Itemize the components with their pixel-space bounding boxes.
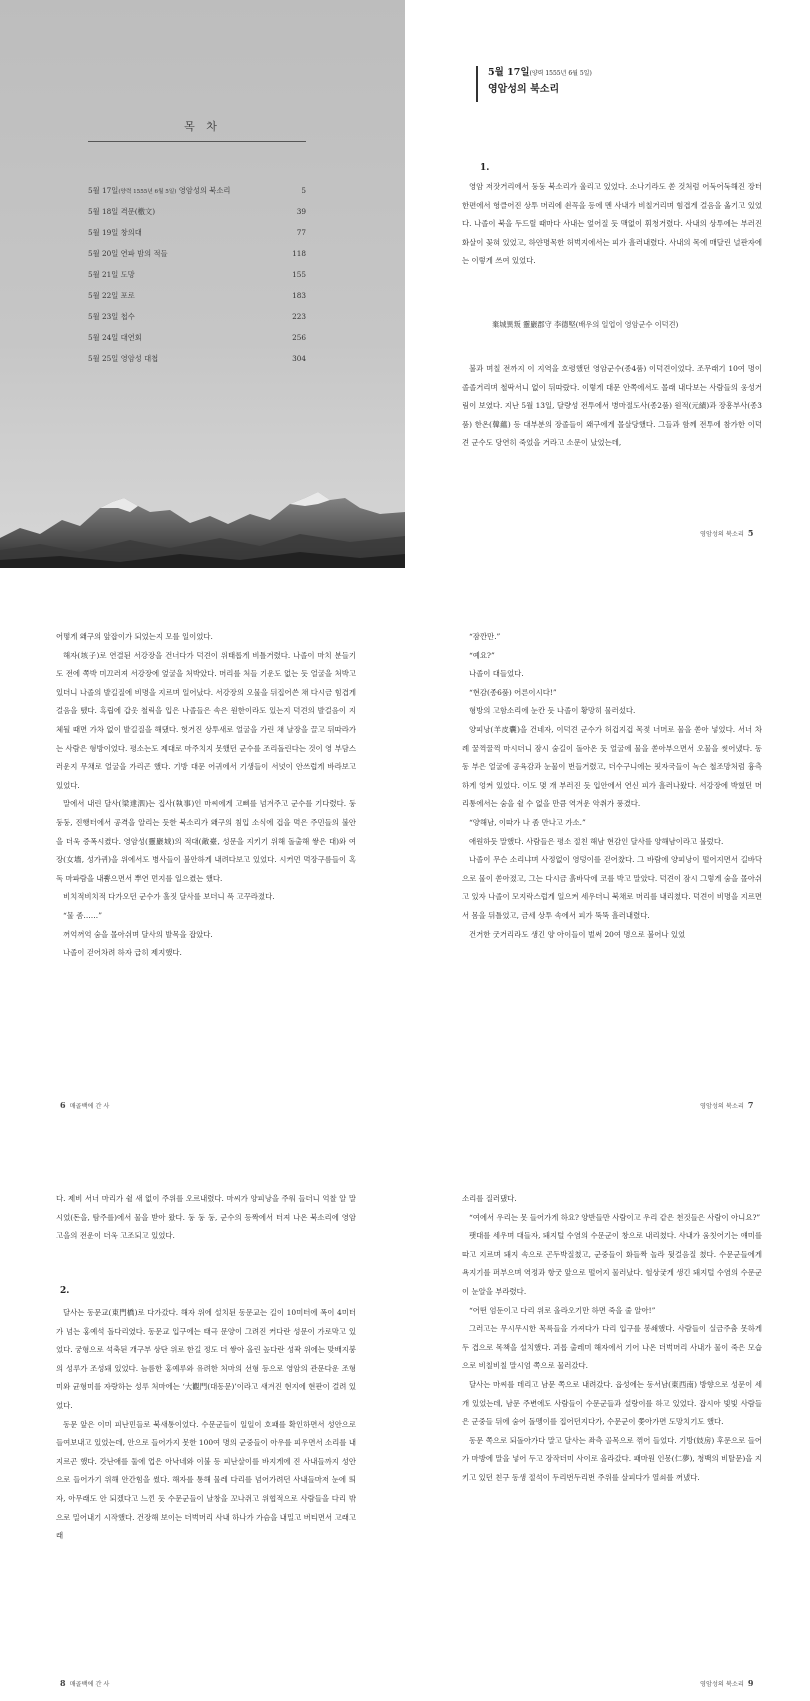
running-title: 매골백에 간 사 xyxy=(69,1103,110,1110)
page-number: 7 xyxy=(747,1100,754,1110)
paragraph: 달사는 동문교(東門橋)로 다가갔다. 해자 위에 설치된 동문교는 길이 10미터에 폭이 4미터가 넘는 홍예석 돌다리였다. 동문교 입구에는 태극 문양이 그려진 커다란 성문이 가로막고 있었다. 궁형으로 석축된 개구부 상단 위로 한길 정도 더 쌓아 올린 높다란 성곽 위에는 맞배지붕의 성루가 조성돼 있었다. 늠름한 홍예루와 유려한 처마의 선형 등으로 영암의 관문다운 조형미와 균형미를 자랑하는 성루 처마에는 ‘大觀門(대동문)’이라고 새겨진 현지에 현판이 걸려 있었다. xyxy=(56,1308,356,1410)
paragraph: 동문 앞은 이미 피난민들로 북새통이었다. 수문군들이 일일이 호패를 확인하면서 성안으로 들여보내고 있었는데, 안으로 들어가지 못한 100여 명의 군중들이 아우를 피우면서 소리를 내지르곤 했다. 갓난애를 둘에 업은 아낙네와 이불 등 피난살이를 바지게에 진 사내들까지 성안으로 들어가기 위해 안간힘을 썼다. 해자를 통해 물레 다리를 넘어가려던 사내들마저 눈에 띄자, 아무래도 안 되겠다고 느낀 듯 수문군들이 날창을 꼬나쥐고 위협적으로 사람들을 다리 밖으로 밀어내기 시작했다. 건장해 보이는 더벅머리 사내 하나가 가슴을 내밀고 버티면서 고래고래 xyxy=(56,1419,356,1541)
page9-footer xyxy=(700,1678,757,1688)
chapter-heading xyxy=(476,66,592,102)
spread-pages-4-5 xyxy=(0,0,810,568)
toc-item-note: (양력 1555년 6월 5일) xyxy=(118,189,177,195)
toc-item-page: 5 xyxy=(301,186,306,195)
spread-pages-8-9 xyxy=(0,1154,810,1701)
paragraph: 소리를 질러댔다. xyxy=(462,1194,517,1203)
paragraph: 영암 저잣거리에서 둥둥 북소리가 울리고 있었다. 소나기라도 쏟 것처럼 어둑어둑해진 장터 한편에서 헝클어진 상투 머리에 쇤꼭을 등에 멘 사내가 비칠거리며 힘겹게 걸음을 옮기고 있었다. 나졸이 북을 두드릴 때마다 사내는 엎어질 듯 맥없이 휘청거렸다. 사내의 상투에는 부러진 화살이 꽂혀 있었고, 하얀명목한 허벅지에서는 피가 흘러내렸다. 사내의 목에 매달린 널판자에는 이렇게 쓰여 있었다. xyxy=(462,182,762,266)
toc-item-page: 304 xyxy=(292,354,306,363)
running-title: 영암성의 북소리 xyxy=(700,1103,744,1110)
running-title: 영암성의 북소리 xyxy=(700,531,744,538)
paragraph: 동문 쪽으로 되돌아가다 말고 달사는 좌측 골목으로 꺾어 들었다. 기방(妓房) 후문으로 들어가 마방에 말을 넣어 두고 장작더미 사이로 올라갔다. 패마원 인몽(仁夢), 청백의 비탈문)을 지키고 있던 친구 동생 절석이 두리번두리번 주위를 살피다가 열쇠를 꺼냈다. xyxy=(462,1435,762,1482)
toc-title: 목 차 xyxy=(184,120,221,133)
page-5 xyxy=(405,0,810,568)
section-number-1: 1. xyxy=(480,163,490,173)
paragraph: 나졸이 무슨 소리냐며 사정없이 영덩이를 걷어찼다. 그 바람에 양피낭이 떨어지면서 길바닥으로 물이 쏟아졌고, 그는 다시금 흙바닥에 코를 박고 말았다. 덕견이 잠시 그렇게 숨을 몰아쉬고 있자 나졸이 모지락스럽게 일으켜 세우더니 북채로 머리를 내리쳤다. 덕견이 비명을 지르면서 몸을 뒤틀었고, 금세 상투 속에서 피가 뚝뚝 흘러내렸다. xyxy=(462,855,762,920)
chapter-date-main: 5월 17일 xyxy=(488,67,530,78)
paragraph: “물 좀……” xyxy=(63,910,102,920)
page5-quote: 棄城異叛 靈巖郡守 李德堅(배우의 일업이 영암군수 이덕견) xyxy=(492,320,679,329)
page-number: 6 xyxy=(60,1100,66,1110)
toc-item-title: 5월 19일 창의대 xyxy=(88,228,142,237)
paragraph: 그러고는 무시무시한 목륵들을 가져다가 다리 입구를 봉쇄했다. 사람들이 실금주춤 못하게 두 겹으로 목책을 설치했다. 괴롭 출레미 해자에서 기어 나온 더벅머리 사내가 물이 죽은 모습으로 비칠비칠 말시엄 쪽으로 물러갔다. xyxy=(462,1324,762,1371)
paragraph: 형방의 고함소리에 눈칸 듯 나졸이 황망히 물러섰다. xyxy=(469,706,636,716)
chapter-title: 영암성의 북소리 xyxy=(488,84,560,95)
toc-item[interactable] xyxy=(88,243,306,264)
page7-body xyxy=(462,628,762,944)
toc-item[interactable] xyxy=(88,306,306,327)
paragraph: 달사는 마씨를 데리고 남문 쪽으로 내려갔다. 읍성에는 동서남(東西南) 방향으로 성문이 세 개 있었는데, 남문 주변에도 사람들이 수문군들과 설랑이를 하고 있었다. 잡시아 빛빛 사람들은 군중들 뒤에 숨어 돌멩이를 집어던지다가, 수문군이 쫓아가면 도망치기도 했다. xyxy=(462,1379,762,1427)
paragraph: 애원하듯 말했다. 사람들은 평소 절친 해남 현감인 달사를 양해남이라고 불렀다. xyxy=(469,836,724,846)
page9-body xyxy=(462,1190,762,1488)
toc-item-title: 5월 22일 포로 xyxy=(88,291,135,300)
toc-item[interactable] xyxy=(88,180,306,201)
toc-item[interactable] xyxy=(88,327,306,348)
toc-item-subtitle: 영암성의 북소리 xyxy=(176,186,231,195)
paragraph: “어떤 엄둔이고 다리 위로 올라오기만 하면 죽을 줄 알아!” xyxy=(469,1305,656,1315)
toc-item-title: 5월 23일 첩수 xyxy=(88,312,135,321)
page5-footer xyxy=(700,528,757,538)
toc-divider xyxy=(88,141,306,142)
paragraph: “현감(종6품) 어른이시다!” xyxy=(469,687,557,697)
running-title: 매골백에 간 사 xyxy=(69,1681,110,1688)
toc-item-title: 5월 25일 영암성 대첩 xyxy=(88,354,159,363)
section-number-2: 2. xyxy=(60,1286,70,1296)
page-number: 9 xyxy=(747,1678,754,1688)
paragraph: “여에서 우리는 못 들어가게 하요? 양반들만 사람이고 우리 같은 천것들은 사람이 아니요?” xyxy=(469,1212,761,1222)
toc-item-page: 155 xyxy=(292,270,306,279)
paragraph: “양해남, 이따가 나 좀 만나고 가소.” xyxy=(469,817,586,827)
toc-item-page: 118 xyxy=(292,249,306,258)
paragraph: 불과 며칠 전까지 이 지역을 호령했던 영암군수(종4품) 이덕견이었다. 조무래기 10여 명이 졸졸거리며 철딱서니 없이 뒤따랐다. 이렇게 대문 안쪽에서도 몰래 내다보는 사람들의 웅성거림이 보였다. 지난 5월 13일, 달량성 전투에서 병마절도사(종2품) 원적(元績)과 장흥부사(종3품) 한온(韓蘊) 등 대부분의 장졸들이 왜구에게 몰살당했다. 그들과 함께 전투에 참가한 이덕견 군수도 당연히 죽었을 거라고 소문이 났었는데, xyxy=(462,364,762,448)
paragraph: 말에서 내린 달사(梁達泗)는 집사(執事)인 마씨에게 고삐를 넘겨주고 군수를 기다렸다. 둥둥둥, 진행터에서 공격을 알리는 듯한 북소리가 왜구의 침입 소식에 겁을 먹은 주민들의 불안을 더욱 증폭시켰다. 영암성(靈巖城)의 적대(敵臺, 성문을 지키기 위해 돌출해 쌓은 대)와 여장(女墻, 성가퀴)을 위에서도 병사들이 불안하게 내려다보고 있었다. 시커먼 먹장구름들이 혹독 마파람을 내뿜으면서 뿌연 먼지를 일으켰는 했다. xyxy=(56,799,356,883)
toc-item[interactable] xyxy=(88,222,306,243)
toc-list xyxy=(88,180,306,369)
page6-footer xyxy=(56,1100,109,1110)
paragraph: 나졸이 걷어차려 하자 급히 제지했다. xyxy=(63,948,182,958)
page8-body xyxy=(56,1304,356,1546)
page8-footer xyxy=(56,1678,109,1688)
paragraph: 다. 제비 서너 마리가 쉴 새 없이 주위를 오르내렸다. 마씨가 양피낭을 주워 들더니 억찰 알 말시었(돈을, 탐주를)에서 물을 받아 왔다. 둥 둥 둥, 군수의 등짝에서 터져 나온 북소리에 영암 고을의 전운이 더욱 고조되고 있었다. xyxy=(56,1194,356,1241)
toc-item-title: 5월 18일 격문(檄文) xyxy=(88,207,156,216)
page6-body xyxy=(56,628,356,963)
page-number: 8 xyxy=(60,1678,66,1688)
page5-paragraph-2 xyxy=(462,360,762,453)
page8-body-top xyxy=(56,1190,356,1246)
toc-item[interactable] xyxy=(88,285,306,306)
paragraph: “예요?” xyxy=(469,650,495,660)
paragraph: 어떻게 왜구의 앞잡이가 되었는지 모를 일이었다. xyxy=(56,632,213,641)
toc-item[interactable] xyxy=(88,264,306,285)
toc-item-page: 223 xyxy=(292,312,306,321)
spread-pages-6-7 xyxy=(0,588,810,1128)
toc-item[interactable] xyxy=(88,201,306,222)
chapter-date xyxy=(488,66,592,81)
mountain-landscape-image xyxy=(0,468,405,568)
page-number: 5 xyxy=(747,528,754,538)
paragraph: 양피낭(羊皮囊)을 건네자, 이덕견 군수가 허겁지겁 목젖 너머로 물을 쏟아 넣었다. 서너 차례 꿀꺽꿀꺽 마시더니 잠시 숨길이 돌아온 듯 얼굴에 물을 쏟아부으면서 오물을 씻어냈다. 동동 부은 얼굴에 공육감과 눈물이 번들거렸고, 더수구니에는 핏자국들이 녹슨 철조망처럼 흉측하게 엉켜 있었다. 이도 몇 개 부러진 듯 입안에서 연신 피가 흘러나왔다. 서강장에 박혔던 머리통에서는 숨을 쉴 수 없을 만큼 역겨운 악취가 풍겼다. xyxy=(462,724,762,809)
toc-item-page: 256 xyxy=(292,333,306,342)
toc-item-title: 5월 24일 대연회 xyxy=(88,333,142,342)
toc-item-title: 5월 21일 도망 xyxy=(88,270,135,279)
page7-footer xyxy=(700,1100,757,1110)
chapter-date-note: (양력 1555년 6월 5일) xyxy=(529,70,592,77)
toc-item-title: 5월 20일 연파 밤의 적들 xyxy=(88,249,168,258)
paragraph: 비치적비치적 다가오던 군수가 홀짓 달사를 보더니 푹 고꾸라졌다. xyxy=(63,892,275,902)
toc-item-page: 77 xyxy=(296,228,306,237)
paragraph: 해자(垓子)로 연결된 서강장을 건너다가 덕견이 위태롭게 비틀거렸다. 나졸이 마치 분들기도 전에 쪽박 미끄러져 서강장에 엎굴을 처박았다. 머리를 처들 기운도 없는 듯 얼굴을 처박고 있더니 나졸의 발길질에 비명을 지르며 일어났다. 서강장의 오물을 뒤집어쓴 채 다시금 힘겹게 걸음을 뗐다. 흑립에 갑옷 철릭을 입은 나졸들은 속은 원한이라도 있는지 덕견의 발걸음이 지체될 때면 가차 없이 발길질을 해댔다. 헛거진 상투새로 얼굴을 가린 채 날장을 끌고 뒤따라가는 사람은 형방이었다. 평소는도 제대로 마주치지 못했던 군수를 조리돌린다는 것이 영 부담스러운지 무채로 얼굴을 가리곤 했다. 기방 대문 어귀에서 기생들이 서넛이 안쓰럽게 바라보고 있었다. xyxy=(56,650,356,790)
paragraph: 꺼억꺼억 숨을 몰아쉬며 달사의 발목을 잡았다. xyxy=(63,929,213,939)
toc-item-page: 39 xyxy=(296,207,306,216)
toc-page xyxy=(0,0,405,568)
toc-item-title: 5월 17일 xyxy=(88,186,119,195)
paragraph: “잠깐만.” xyxy=(469,632,501,641)
toc-item-page: 183 xyxy=(292,291,306,300)
running-title: 영암성의 북소리 xyxy=(700,1681,744,1688)
paragraph: 나졸이 대들었다. xyxy=(469,669,524,679)
paragraph: 건거한 굿거리라도 생긴 양 아이들이 벌써 20여 명으로 불어나 있었 xyxy=(469,929,686,939)
page5-paragraph-1 xyxy=(462,178,762,271)
paragraph: 팻대를 세우며 대들자, 돼지털 수염의 수문군이 창으로 내리쳤다. 사내가 움칫어기는 얘미를 따고 지르며 돼지 속으로 곤두박질쳤고, 군중들이 화들짝 놀라 뒷걸음질 쳤다. 수문군들에게 욕지기를 퍼부으며 역정과 항굿 앞으로 떨어지 물러났다. 헐상궂게 생긴 돼지털 수염의 수문군이 눈알을 부라렸다. xyxy=(462,1231,762,1296)
toc-item[interactable] xyxy=(88,348,306,369)
